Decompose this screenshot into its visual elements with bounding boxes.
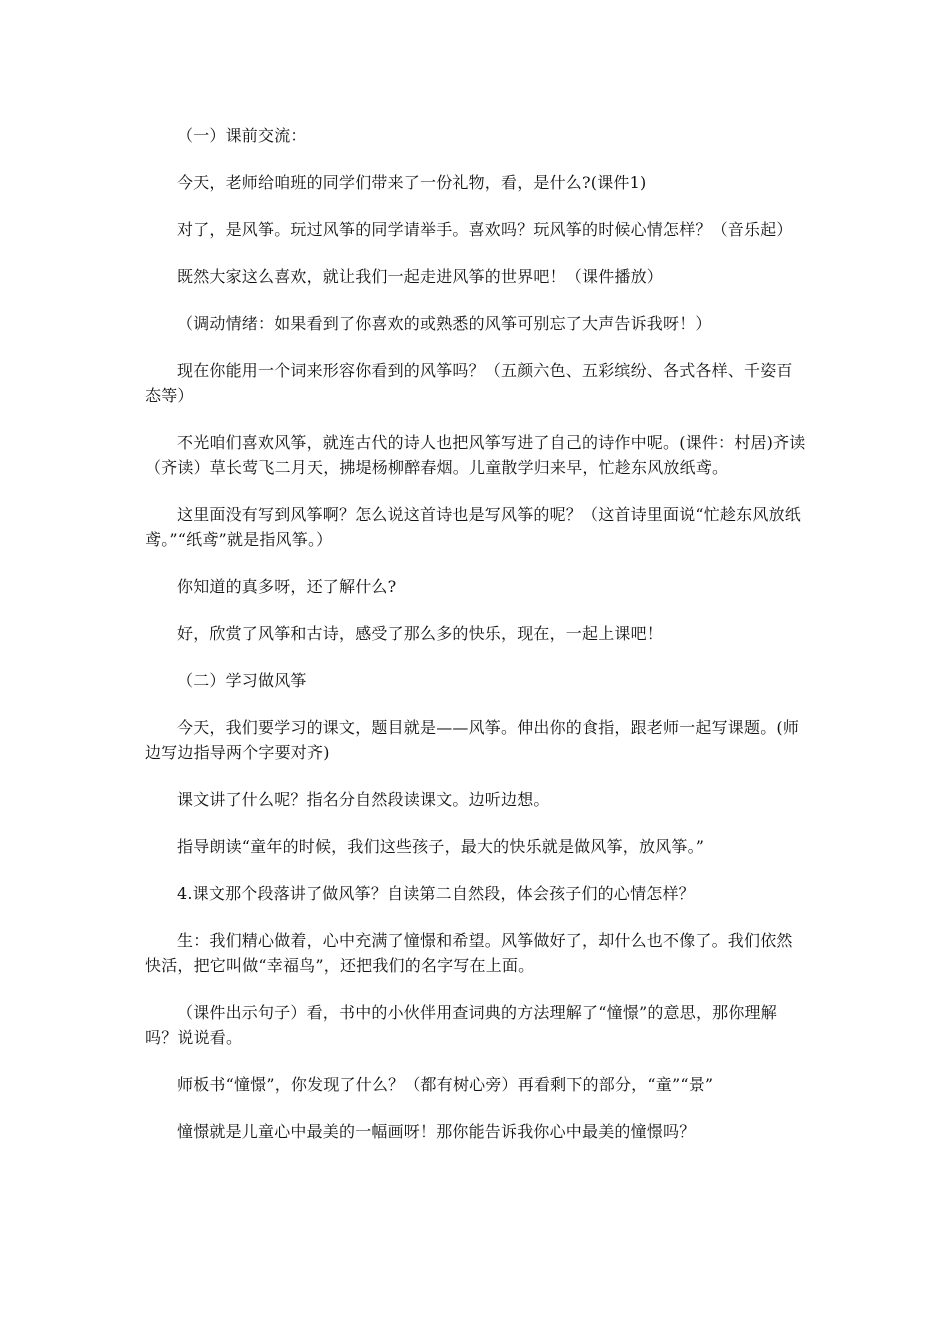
paragraph: 指导朗读“童年的时候，我们这些孩子，最大的快乐就是做风筝，放风筝。” bbox=[177, 837, 705, 856]
paragraph: 今天，我们要学习的课文，题目就是——风筝。伸出你的食指，跟老师一起写课题。(师边写边指导两个字要对齐) bbox=[145, 718, 800, 762]
paragraph: 既然大家这么喜欢，就让我们一起走进风筝的世界吧！（课件播放） bbox=[177, 267, 664, 286]
section-heading: （二）学习做风筝 bbox=[177, 671, 307, 690]
paragraph: 今天，老师给咱班的同学们带来了一份礼物，看，是什么?(课件1) bbox=[177, 173, 647, 192]
paragraph: （课件出示句子）看，书中的小伙伴用查词典的方法理解了“憧憬”的意思，那你理解吗？说说看。 bbox=[145, 1003, 777, 1047]
paragraph: 你知道的真多呀，还了解什么? bbox=[177, 577, 397, 596]
paragraph: 师板书“憧憬”，你发现了什么？（都有树心旁）再看剩下的部分，“童”“景” bbox=[177, 1075, 714, 1094]
paragraph: 好，欣赏了风筝和古诗，感受了那么多的快乐，现在，一起上课吧！ bbox=[177, 624, 664, 643]
paragraph: 生：我们精心做着，心中充满了憧憬和希望。风筝做好了，却什么也不像了。我们依然快活，把它叫做“幸福鸟”，还把我们的名字写在上面。 bbox=[145, 931, 793, 975]
paragraph: 不光咱们喜欢风筝，就连古代的诗人也把风筝写进了自己的诗作中呢。(课件：村居)齐读（齐读）草长莺飞二月天，拂堤杨柳醉春烟。儿童散学归来早，忙趁东风放纸鸢。 bbox=[145, 433, 806, 477]
paragraph: 4.课文那个段落讲了做风筝？自读第二自然段，体会孩子们的心情怎样？ bbox=[177, 884, 695, 903]
paragraph: 现在你能用一个词来形容你看到的风筝吗？（五颜六色、五彩缤纷、各式各样、千姿百态等） bbox=[145, 361, 793, 405]
paragraph: 课文讲了什么呢？指名分自然段读课文。边听边想。 bbox=[177, 790, 550, 809]
paragraph: 对了，是风筝。玩过风筝的同学请举手。喜欢吗？玩风筝的时候心情怎样？（音乐起） bbox=[177, 220, 793, 239]
paragraph: 憧憬就是儿童心中最美的一幅画呀！那你能告诉我你心中最美的憧憬吗？ bbox=[177, 1122, 696, 1141]
paragraph: （一）课前交流： bbox=[177, 126, 307, 145]
paragraph: （调动情绪：如果看到了你喜欢的或熟悉的风筝可别忘了大声告诉我呀！） bbox=[177, 314, 712, 333]
paragraph: 这里面没有写到风筝啊？怎么说这首诗也是写风筝的呢？（这首诗里面说“忙趁东风放纸鸢。”“纸鸢”就是指风筝。） bbox=[145, 505, 801, 549]
document-body bbox=[145, 123, 807, 1144]
